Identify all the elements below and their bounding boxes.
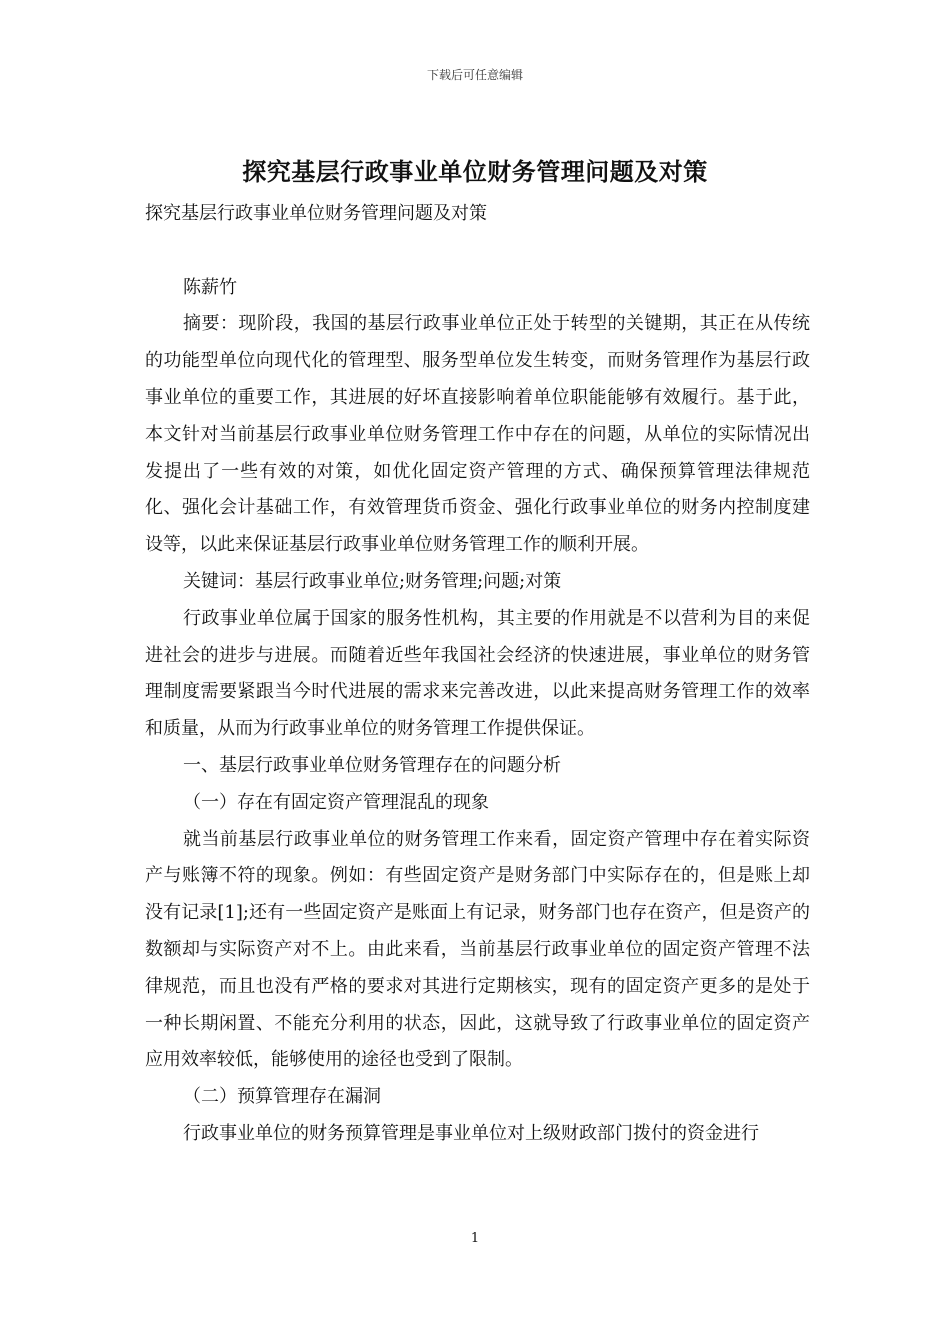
body-paragraph: 就当前基层行政事业单位的财务管理工作来看，固定资产管理中存在着实际资产与账簿不符的现象。例如：有些固定资产是财务部门中实际存在的，但是账上却没有记录[1];还有一些固定资产是账面上有记录，财务部门也存在资产，但是资产的数额却与实际资产对不上。由此来看，当前基层行政事业单位的固定资产管理不法律规范，而且也没有严格的要求对其进行定期核实，现有的固定资产更多的是处于一种长期闲置、不能充分利用的状态，因此，这就导致了行政事业单位的固定资产应用效率较低，能够使用的途径也受到了限制。 [145,828,810,1071]
page-number: 1 [470,1231,480,1246]
body-paragraph: 行政事业单位的财务预算管理是事业单位对上级财政部门拨付的资金进行 [183,1122,759,1144]
blank-line [145,233,810,270]
section-heading: 一、基层行政事业单位财务管理存在的问题分析 [183,754,561,776]
subtitle: 探究基层行政事业单位财务管理问题及对策 [145,203,487,224]
header-note: 下载后可任意编辑 [426,68,523,82]
page-title: 探究基层行政事业单位财务管理问题及对策 [242,157,708,186]
document-body [145,196,810,1153]
keywords-line: 关键词：基层行政事业单位;财务管理;问题;对策 [183,570,562,592]
intro-paragraph: 行政事业单位属于国家的服务性机构，其主要的作用就是不以营利为目的来促进社会的进步与进展。而随着近些年我国社会经济的快速进展，事业单位的财务管理制度需要紧跟当今时代进展的需求来完善改进，以此来提高财务管理工作的效率和质量，从而为行政事业单位的财务管理工作提供保证。 [145,607,810,740]
subsection-heading: （一）存在有固定资产管理混乱的现象 [183,791,489,813]
author-name: 陈薪竹 [183,276,237,298]
abstract-paragraph: 摘要：现阶段，我国的基层行政事业单位正处于转型的关键期，其正在从传统的功能型单位向现代化的管理型、服务型单位发生转变，而财务管理作为基层行政事业单位的重要工作，其进展的好坏直接影响着单位职能能够有效履行。基于此，本文针对当前基层行政事业单位财务管理工作中存在的问题，从单位的实际情况出发提出了一些有效的对策，如优化固定资产管理的方式、确保预算管理法律规范化、强化会计基础工作，有效管理货币资金、强化行政事业单位的财务内控制度建设等，以此来保证基层行政事业单位财务管理工作的顺利开展。 [145,313,810,556]
subsection-heading: （二）预算管理存在漏洞 [183,1086,381,1108]
